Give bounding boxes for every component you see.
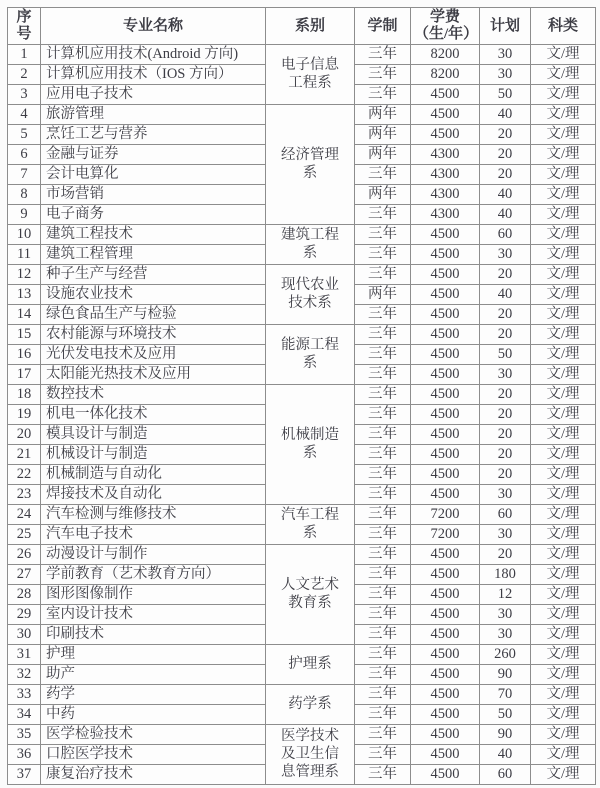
department-cell <box>266 685 355 725</box>
major-name-cell: 建筑工程管理 <box>41 245 266 265</box>
row-number-cell: 6 <box>8 145 41 165</box>
column-header-department <box>266 8 355 45</box>
duration-cell: 两年 <box>355 125 411 145</box>
category-cell: 文/理 <box>531 405 596 425</box>
tuition-cell: 4300 <box>411 165 480 185</box>
plan-cell: 180 <box>480 565 531 585</box>
department-cell <box>266 105 355 225</box>
major-name-cell: 绿色食品生产与检验 <box>41 305 266 325</box>
table-row <box>8 385 596 405</box>
major-name-cell: 种子生产与经营 <box>41 265 266 285</box>
major-name-cell: 口腔医学技术 <box>41 745 266 765</box>
column-header-category-label: 科类 <box>547 17 578 34</box>
category-cell: 文/理 <box>531 265 596 285</box>
row-number-cell: 16 <box>8 345 41 365</box>
category-cell: 文/理 <box>531 325 596 345</box>
plan-cell: 260 <box>480 645 531 665</box>
category-cell: 文/理 <box>531 665 596 685</box>
duration-cell: 三年 <box>355 445 411 465</box>
tuition-cell: 4500 <box>411 445 480 465</box>
column-header-no <box>8 8 41 45</box>
tuition-cell: 4500 <box>411 125 480 145</box>
department-label: 人文艺术教育系 <box>281 577 339 611</box>
column-header-fee-label: 学费（生/年） <box>414 9 479 42</box>
plan-cell: 20 <box>480 305 531 325</box>
row-number-cell: 30 <box>8 625 41 645</box>
duration-cell: 两年 <box>355 185 411 205</box>
major-name-cell: 数控技术 <box>41 385 266 405</box>
plan-cell: 12 <box>480 585 531 605</box>
duration-cell: 三年 <box>355 545 411 565</box>
plan-cell: 90 <box>480 725 531 745</box>
category-cell: 文/理 <box>531 765 596 785</box>
category-cell: 文/理 <box>531 725 596 745</box>
tuition-cell: 4500 <box>411 85 480 105</box>
plan-cell: 20 <box>480 425 531 445</box>
major-name-cell: 学前教育（艺术教育方向） <box>41 565 266 585</box>
column-header-no-label: 序号 <box>16 9 32 42</box>
plan-cell: 20 <box>480 165 531 185</box>
major-name-cell: 康复治疗技术 <box>41 765 266 785</box>
tuition-cell: 4500 <box>411 565 480 585</box>
plan-cell: 20 <box>480 125 531 145</box>
major-name-cell: 室内设计技术 <box>41 605 266 625</box>
header-row <box>8 8 596 45</box>
category-cell: 文/理 <box>531 685 596 705</box>
row-number-cell: 9 <box>8 205 41 225</box>
row-number-cell: 19 <box>8 405 41 425</box>
category-cell: 文/理 <box>531 165 596 185</box>
row-number-cell: 5 <box>8 125 41 145</box>
category-cell: 文/理 <box>531 245 596 265</box>
category-cell: 文/理 <box>531 605 596 625</box>
major-name-cell: 图形图像制作 <box>41 585 266 605</box>
department-cell <box>266 325 355 385</box>
category-cell: 文/理 <box>531 365 596 385</box>
duration-cell: 三年 <box>355 525 411 545</box>
plan-cell: 50 <box>480 705 531 725</box>
category-cell: 文/理 <box>531 505 596 525</box>
row-number-cell: 3 <box>8 85 41 105</box>
row-number-cell: 25 <box>8 525 41 545</box>
department-cell <box>266 725 355 785</box>
plan-cell: 30 <box>480 65 531 85</box>
department-label: 医学技术及卫生信息管理系 <box>281 728 339 780</box>
category-cell: 文/理 <box>531 485 596 505</box>
row-number-cell: 34 <box>8 705 41 725</box>
major-name-cell: 电子商务 <box>41 205 266 225</box>
category-cell: 文/理 <box>531 125 596 145</box>
column-header-plan-label: 计划 <box>489 17 520 34</box>
major-name-cell: 中药 <box>41 705 266 725</box>
tuition-cell: 4500 <box>411 665 480 685</box>
duration-cell: 三年 <box>355 645 411 665</box>
row-number-cell: 13 <box>8 285 41 305</box>
table-body <box>8 45 596 785</box>
row-number-cell: 14 <box>8 305 41 325</box>
tuition-cell: 4300 <box>411 185 480 205</box>
department-cell <box>266 545 355 645</box>
plan-cell: 40 <box>480 205 531 225</box>
major-name-cell: 市场营销 <box>41 185 266 205</box>
row-number-cell: 12 <box>8 265 41 285</box>
tuition-cell: 4500 <box>411 705 480 725</box>
major-name-cell: 机械制造与自动化 <box>41 465 266 485</box>
duration-cell: 两年 <box>355 105 411 125</box>
table-row <box>8 645 596 665</box>
plan-cell: 20 <box>480 265 531 285</box>
tuition-cell: 4500 <box>411 305 480 325</box>
duration-cell: 两年 <box>355 285 411 305</box>
tuition-cell: 4500 <box>411 645 480 665</box>
row-number-cell: 11 <box>8 245 41 265</box>
plan-cell: 50 <box>480 85 531 105</box>
row-number-cell: 33 <box>8 685 41 705</box>
tuition-cell: 4500 <box>411 285 480 305</box>
row-number-cell: 2 <box>8 65 41 85</box>
tuition-cell: 4500 <box>411 425 480 445</box>
plan-cell: 30 <box>480 45 531 65</box>
duration-cell: 三年 <box>355 565 411 585</box>
plan-cell: 40 <box>480 105 531 125</box>
row-number-cell: 37 <box>8 765 41 785</box>
department-cell <box>266 505 355 545</box>
plan-cell: 30 <box>480 525 531 545</box>
category-cell: 文/理 <box>531 465 596 485</box>
duration-cell: 三年 <box>355 365 411 385</box>
row-number-cell: 23 <box>8 485 41 505</box>
category-cell: 文/理 <box>531 585 596 605</box>
row-number-cell: 15 <box>8 325 41 345</box>
category-cell: 文/理 <box>531 285 596 305</box>
category-cell: 文/理 <box>531 225 596 245</box>
tuition-cell: 4500 <box>411 345 480 365</box>
duration-cell: 三年 <box>355 325 411 345</box>
duration-cell: 三年 <box>355 705 411 725</box>
category-cell: 文/理 <box>531 45 596 65</box>
tuition-cell: 7200 <box>411 505 480 525</box>
major-name-cell: 机械设计与制造 <box>41 445 266 465</box>
plan-cell: 90 <box>480 665 531 685</box>
enrollment-plan-table <box>7 7 596 785</box>
department-cell <box>266 225 355 265</box>
table-row <box>8 265 596 285</box>
major-name-cell: 会计电算化 <box>41 165 266 185</box>
tuition-cell: 4500 <box>411 585 480 605</box>
major-name-cell: 设施农业技术 <box>41 285 266 305</box>
department-label: 护理系 <box>288 656 332 672</box>
duration-cell: 三年 <box>355 385 411 405</box>
plan-cell: 20 <box>480 445 531 465</box>
category-cell: 文/理 <box>531 565 596 585</box>
table-row <box>8 505 596 525</box>
department-cell <box>266 645 355 685</box>
department-cell <box>266 265 355 325</box>
category-cell: 文/理 <box>531 545 596 565</box>
duration-cell: 三年 <box>355 745 411 765</box>
row-number-cell: 22 <box>8 465 41 485</box>
major-name-cell: 动漫设计与制作 <box>41 545 266 565</box>
category-cell: 文/理 <box>531 705 596 725</box>
tuition-cell: 8200 <box>411 45 480 65</box>
row-number-cell: 28 <box>8 585 41 605</box>
duration-cell: 三年 <box>355 205 411 225</box>
column-header-category <box>531 8 596 45</box>
major-name-cell: 机电一体化技术 <box>41 405 266 425</box>
plan-cell: 30 <box>480 605 531 625</box>
plan-cell: 30 <box>480 485 531 505</box>
category-cell: 文/理 <box>531 625 596 645</box>
row-number-cell: 29 <box>8 605 41 625</box>
category-cell: 文/理 <box>531 345 596 365</box>
category-cell: 文/理 <box>531 385 596 405</box>
major-name-cell: 金融与证券 <box>41 145 266 165</box>
duration-cell: 三年 <box>355 765 411 785</box>
row-number-cell: 4 <box>8 105 41 125</box>
tuition-cell: 4300 <box>411 205 480 225</box>
tuition-cell: 4500 <box>411 465 480 485</box>
duration-cell: 三年 <box>355 265 411 285</box>
plan-cell: 20 <box>480 385 531 405</box>
row-number-cell: 1 <box>8 45 41 65</box>
major-name-cell: 印刷技术 <box>41 625 266 645</box>
tuition-cell: 4500 <box>411 625 480 645</box>
plan-cell: 20 <box>480 545 531 565</box>
tuition-cell: 4300 <box>411 145 480 165</box>
duration-cell: 三年 <box>355 685 411 705</box>
table-row <box>8 685 596 705</box>
department-cell <box>266 385 355 505</box>
tuition-cell: 4500 <box>411 605 480 625</box>
tuition-cell: 4500 <box>411 725 480 745</box>
plan-cell: 20 <box>480 145 531 165</box>
plan-cell: 20 <box>480 405 531 425</box>
row-number-cell: 27 <box>8 565 41 585</box>
plan-cell: 30 <box>480 245 531 265</box>
department-label: 电子信息工程系 <box>281 57 339 91</box>
tuition-cell: 4500 <box>411 105 480 125</box>
table-row <box>8 105 596 125</box>
tuition-cell: 4500 <box>411 265 480 285</box>
tuition-cell: 4500 <box>411 545 480 565</box>
tuition-cell: 4500 <box>411 325 480 345</box>
plan-cell: 30 <box>480 365 531 385</box>
category-cell: 文/理 <box>531 85 596 105</box>
plan-cell: 30 <box>480 625 531 645</box>
table-header <box>8 8 596 45</box>
department-label: 药学系 <box>288 696 332 712</box>
duration-cell: 三年 <box>355 605 411 625</box>
tuition-cell: 4500 <box>411 385 480 405</box>
department-label: 经济管理系 <box>281 147 339 181</box>
plan-cell: 40 <box>480 745 531 765</box>
category-cell: 文/理 <box>531 645 596 665</box>
duration-cell: 三年 <box>355 725 411 745</box>
column-header-fee <box>411 8 480 45</box>
column-header-duration <box>355 8 411 45</box>
category-cell: 文/理 <box>531 205 596 225</box>
tuition-cell: 4500 <box>411 765 480 785</box>
duration-cell: 三年 <box>355 425 411 445</box>
major-name-cell: 太阳能光热技术及应用 <box>41 365 266 385</box>
column-header-duration-label: 学制 <box>367 17 398 34</box>
major-name-cell: 计算机应用技术(Android 方向) <box>41 45 266 65</box>
major-name-cell: 药学 <box>41 685 266 705</box>
category-cell: 文/理 <box>531 745 596 765</box>
department-label: 建筑工程系 <box>281 227 339 261</box>
plan-cell: 20 <box>480 325 531 345</box>
duration-cell: 三年 <box>355 85 411 105</box>
major-name-cell: 汽车电子技术 <box>41 525 266 545</box>
department-cell <box>266 45 355 105</box>
duration-cell: 三年 <box>355 485 411 505</box>
row-number-cell: 24 <box>8 505 41 525</box>
column-header-major-label: 专业名称 <box>122 17 183 34</box>
column-header-plan <box>480 8 531 45</box>
department-label: 能源工程系 <box>281 337 339 371</box>
tuition-cell: 4500 <box>411 225 480 245</box>
major-name-cell: 光伏发电技术及应用 <box>41 345 266 365</box>
duration-cell: 三年 <box>355 405 411 425</box>
major-name-cell: 应用电子技术 <box>41 85 266 105</box>
category-cell: 文/理 <box>531 305 596 325</box>
major-name-cell: 助产 <box>41 665 266 685</box>
table-row <box>8 225 596 245</box>
category-cell: 文/理 <box>531 445 596 465</box>
table-row <box>8 725 596 745</box>
row-number-cell: 35 <box>8 725 41 745</box>
row-number-cell: 26 <box>8 545 41 565</box>
tuition-cell: 7200 <box>411 525 480 545</box>
department-label: 现代农业技术系 <box>281 277 339 311</box>
duration-cell: 三年 <box>355 345 411 365</box>
row-number-cell: 21 <box>8 445 41 465</box>
major-name-cell: 医学检验技术 <box>41 725 266 745</box>
major-name-cell: 汽车检测与维修技术 <box>41 505 266 525</box>
category-cell: 文/理 <box>531 525 596 545</box>
plan-cell: 60 <box>480 225 531 245</box>
plan-cell: 50 <box>480 345 531 365</box>
duration-cell: 三年 <box>355 245 411 265</box>
duration-cell: 三年 <box>355 505 411 525</box>
plan-cell: 70 <box>480 685 531 705</box>
duration-cell: 三年 <box>355 65 411 85</box>
column-header-major <box>41 8 266 45</box>
row-number-cell: 18 <box>8 385 41 405</box>
duration-cell: 三年 <box>355 665 411 685</box>
major-name-cell: 计算机应用技术（IOS 方向） <box>41 65 266 85</box>
tuition-cell: 4500 <box>411 405 480 425</box>
major-name-cell: 旅游管理 <box>41 105 266 125</box>
category-cell: 文/理 <box>531 65 596 85</box>
row-number-cell: 17 <box>8 365 41 385</box>
column-header-department-label: 系别 <box>294 17 325 34</box>
row-number-cell: 32 <box>8 665 41 685</box>
duration-cell: 三年 <box>355 625 411 645</box>
plan-cell: 60 <box>480 765 531 785</box>
department-label: 汽车工程系 <box>281 507 339 541</box>
duration-cell: 两年 <box>355 145 411 165</box>
tuition-cell: 4500 <box>411 685 480 705</box>
major-name-cell: 护理 <box>41 645 266 665</box>
row-number-cell: 7 <box>8 165 41 185</box>
plan-cell: 40 <box>480 185 531 205</box>
tuition-cell: 8200 <box>411 65 480 85</box>
duration-cell: 三年 <box>355 305 411 325</box>
table-row <box>8 325 596 345</box>
plan-cell: 60 <box>480 505 531 525</box>
major-name-cell: 农村能源与环境技术 <box>41 325 266 345</box>
department-label: 机械制造系 <box>281 427 339 461</box>
plan-cell: 20 <box>480 465 531 485</box>
tuition-cell: 4500 <box>411 245 480 265</box>
major-name-cell: 建筑工程技术 <box>41 225 266 245</box>
category-cell: 文/理 <box>531 185 596 205</box>
table-row <box>8 45 596 65</box>
duration-cell: 三年 <box>355 465 411 485</box>
duration-cell: 三年 <box>355 585 411 605</box>
tuition-cell: 4500 <box>411 745 480 765</box>
duration-cell: 三年 <box>355 45 411 65</box>
category-cell: 文/理 <box>531 105 596 125</box>
row-number-cell: 10 <box>8 225 41 245</box>
table-row <box>8 545 596 565</box>
major-name-cell: 烹饪工艺与营养 <box>41 125 266 145</box>
major-name-cell: 模具设计与制造 <box>41 425 266 445</box>
duration-cell: 三年 <box>355 225 411 245</box>
tuition-cell: 4500 <box>411 485 480 505</box>
row-number-cell: 31 <box>8 645 41 665</box>
plan-cell: 40 <box>480 285 531 305</box>
major-name-cell: 焊接技术及自动化 <box>41 485 266 505</box>
tuition-cell: 4500 <box>411 365 480 385</box>
duration-cell: 三年 <box>355 165 411 185</box>
category-cell: 文/理 <box>531 145 596 165</box>
row-number-cell: 20 <box>8 425 41 445</box>
row-number-cell: 36 <box>8 745 41 765</box>
category-cell: 文/理 <box>531 425 596 445</box>
row-number-cell: 8 <box>8 185 41 205</box>
